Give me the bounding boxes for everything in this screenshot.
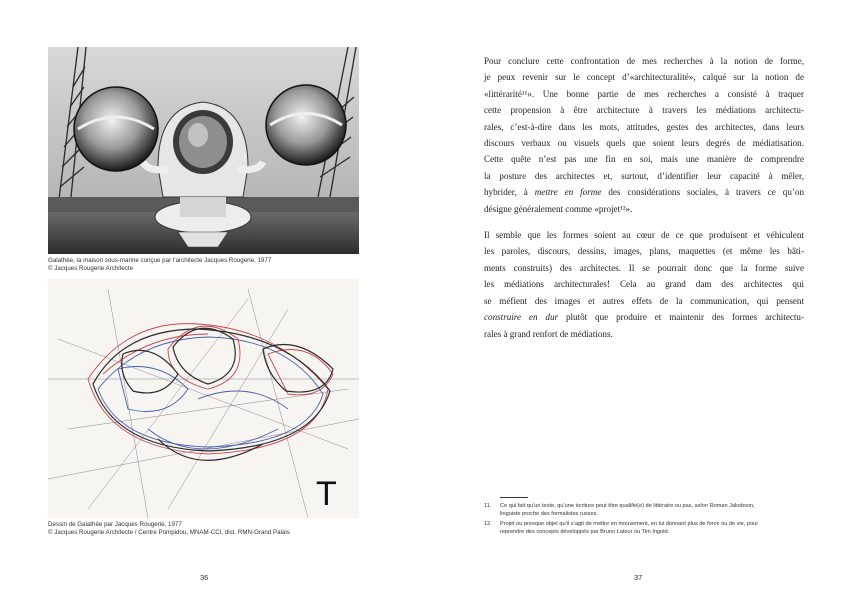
footnote-number: 11. [484,503,492,509]
footnotes [484,503,804,539]
text-line: se méfient des images et autres effets de la communication, qui pensent [484,295,804,306]
text-line: les paroles, discours, dessins, images, plans, maquettes (et même les bâti- [484,246,804,257]
footnote-12 [484,521,804,536]
caption-credit: © Jacques Rougerie Architecte / Centre Pompidou, MNAM-CCI, dist. RMN-Grand Palais [48,529,290,536]
sketch-caption [48,521,368,537]
text-line: ments construits) des architectes. Il se pourrait donc que la forme suive [484,262,804,273]
sketch-letter: T [316,475,337,513]
text-line: la posture des architectes et, surtout, d’identifier leur capacité à mêler, [484,170,804,181]
text-line: Il semble que les formes soient au cœur de ce que produisent et véhiculent [484,230,804,241]
page-number-right: 37 [634,573,643,582]
footnote-line: Projet ou presque objet qu’il s’agit de mettre en mouvement, en lui donnant plus de force ou de vie, pour [500,521,759,528]
footnote-line: reprendre des concepts développés par Bruno Latour ou Tim Ingold. [500,528,670,535]
text-line: je peux revenir sur le concept d’«architecturalité», calqué sur la notion de [484,72,804,83]
photo-caption [48,257,368,273]
page-number-left: 36 [200,573,209,582]
text-line: désigne généralement comme «projet¹²». [484,203,633,214]
footnote-divider [500,497,528,498]
footnote-line: Ce qui fait qu’un texte, qu’une écriture peut être qualifié(e) de littéraire ou pas, selon Roman Jakobson, [500,503,755,509]
footnote-11 [484,503,804,518]
text-line: Cette quête n’est pas une fin en soi, mais une manière de comprendre [484,154,804,165]
text-line: hybrider, à mettre en forme des considérations sociales, à travers ce qu’on [484,187,804,198]
text-line: discours verbaux ou visuels quels que soient leurs degrés de médiatisation. [484,138,804,149]
body-text [484,53,804,342]
text-line: «littérarité¹¹». Une bonne partie de mes recherches a consisté à traquer [484,88,804,99]
text-line: Pour conclure cette confrontation de mes recherches à la notion de forme, [484,56,804,66]
text-line: construire en dur plutôt que produire et maintenir des formes architectu- [484,312,804,323]
footnote-number: 12. [484,521,492,528]
text-line: rales à grand renfort de médiations. [484,328,613,339]
galathee-sketch [48,279,359,518]
caption-line: Dessin de Galathée par Jacques Rougerie, 1977 [48,521,182,528]
text-line: rales, c’est-à-dire dans les mots, attitudes, gestes des architectes, dans leurs [484,121,804,132]
caption-line: Galathée, la maison sous-marine conçue par l’architecte Jacques Rougerie, 1977 [48,257,272,264]
text-line: cette propension à être architecture à travers les médiations architectu- [484,105,804,116]
paragraph-1 [484,53,804,217]
text-line: les médiations architecturales! Cela au grand dam des architectes qui [484,279,804,290]
galathee-photo [48,47,359,254]
paragraph-2 [484,227,804,342]
caption-credit: © Jacques Rougerie Architecte [48,265,134,272]
footnote-line: linguiste proche des formalistes russes. [500,510,598,517]
